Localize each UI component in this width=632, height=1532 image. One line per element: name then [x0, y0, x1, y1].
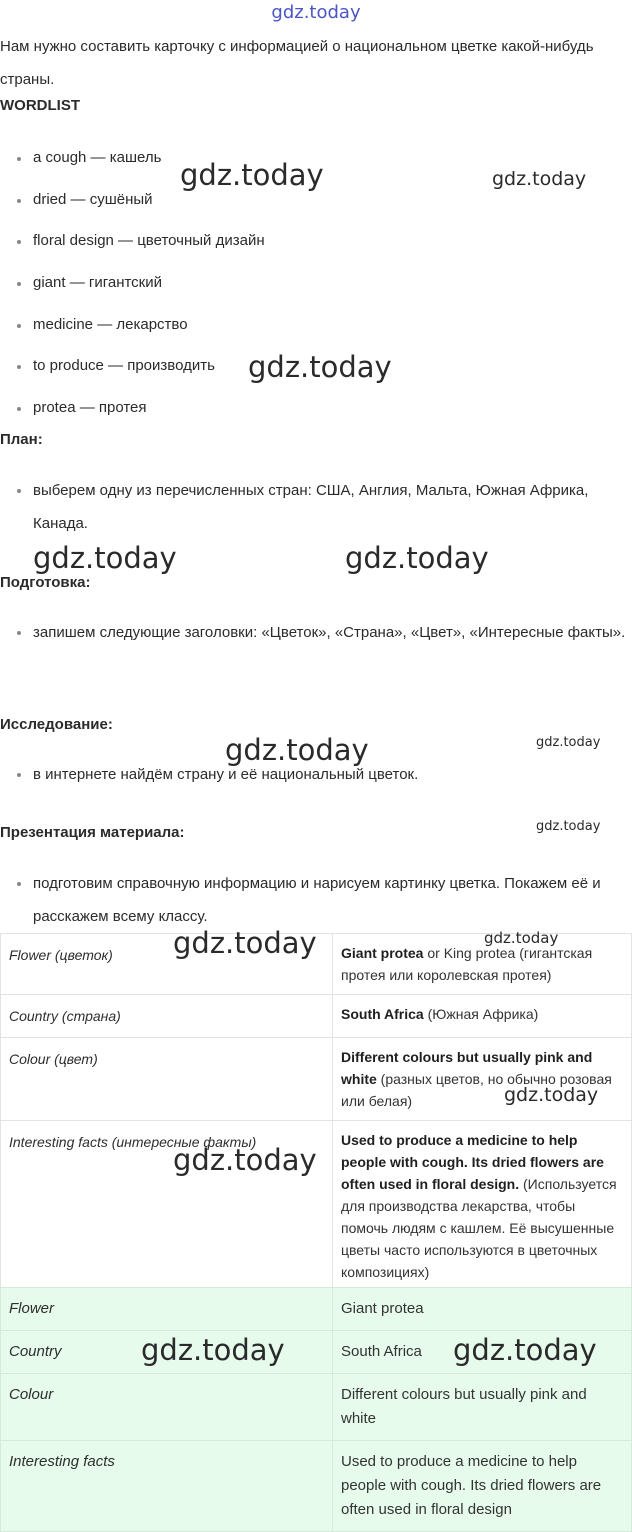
table-value: Used to produce a medicine to help people with cough. Its dried flowers are often used in floral design. (Используется для производства лекарства, чтобы помочь людям с кашлем. Её высушенные цветы часто используются в цветочных композициях)	[333, 1121, 632, 1292]
watermark: gdz.today	[504, 1084, 599, 1106]
list-item: to produce — производить	[0, 353, 632, 395]
table-value: Used to produce a medicine to help people with cough. Its dried flowers are often used in floral design	[333, 1441, 632, 1532]
list-item: protea — протея	[0, 395, 632, 437]
table-value: Different colours but usually pink and white (разных цветов, но обычно розовая или белая)	[333, 1038, 632, 1121]
watermark: gdz.today	[33, 541, 177, 575]
list-item: подготовим справочную информацию и нарисуем картинку цветка. Покажем её и расскажем всему классу.	[0, 867, 632, 933]
list-item: giant — гигантский	[0, 270, 632, 312]
research-list	[0, 758, 632, 791]
list-item: a cough — кашель	[0, 145, 632, 187]
presentation-heading: Презентация материала:	[0, 824, 185, 841]
list-item: dried — сушёный	[0, 187, 632, 229]
watermark: gdz.today	[173, 1143, 317, 1177]
site-logo[interactable]: gdz.today	[271, 2, 361, 23]
watermark: gdz.today	[180, 158, 324, 192]
table-key: Interesting facts	[1, 1441, 333, 1532]
watermark: gdz.today	[492, 168, 587, 190]
watermark: gdz.today	[248, 350, 392, 384]
list-item: выберем одну из перечисленных стран: США, Англия, Мальта, Южная Африка, Канада.	[0, 474, 632, 540]
info-table-ru	[0, 933, 632, 1292]
table-key: Interesting facts (интересные факты)	[1, 1121, 333, 1292]
wordlist-list	[0, 145, 632, 437]
table-key: Flower (цветок)	[1, 934, 333, 995]
table-row	[1, 1038, 632, 1121]
table-row	[1, 1374, 632, 1441]
watermark: gdz.today	[536, 819, 601, 834]
table-key: Colour	[1, 1374, 333, 1441]
table-value: Different colours but usually pink and white	[333, 1374, 632, 1441]
table-row	[1, 1441, 632, 1532]
table-row	[1, 1331, 632, 1374]
plan-heading: План:	[0, 431, 43, 448]
table-key: Flower	[1, 1288, 333, 1331]
research-heading: Исследование:	[0, 716, 113, 733]
table-row	[1, 1121, 632, 1292]
table-value: South Africa (Южная Африка)	[333, 995, 632, 1038]
watermark: gdz.today	[536, 735, 601, 750]
info-table-en	[0, 1287, 632, 1532]
table-key: Colour (цвет)	[1, 1038, 333, 1121]
table-key: Country	[1, 1331, 333, 1374]
watermark: gdz.today	[453, 1333, 597, 1367]
table-value: Giant protea or King protea (гигантская протея или королевская протея)	[333, 934, 632, 995]
presentation-list	[0, 867, 632, 933]
preparation-heading: Подготовка:	[0, 574, 91, 591]
table-row	[1, 995, 632, 1038]
table-row	[1, 934, 632, 995]
list-item: запишем следующие заголовки: «Цветок», «Страна», «Цвет», «Интересные факты».	[0, 616, 632, 649]
table-value: Giant protea	[333, 1288, 632, 1331]
list-item: medicine — лекарство	[0, 312, 632, 354]
watermark: gdz.today	[484, 929, 559, 947]
preparation-list	[0, 616, 632, 649]
watermark: gdz.today	[173, 926, 317, 960]
table-row	[1, 1288, 632, 1331]
table-key: Country (страна)	[1, 995, 333, 1038]
table-value: South Africa	[333, 1331, 632, 1374]
plan-list	[0, 474, 632, 540]
intro-text: Нам нужно составить карточку с информацией о национальном цветке какой-нибудь страны.	[0, 38, 594, 88]
wordlist-heading: WORDLIST	[0, 97, 80, 114]
list-item: floral design — цветочный дизайн	[0, 228, 632, 270]
watermark: gdz.today	[225, 733, 369, 767]
watermark: gdz.today	[141, 1333, 285, 1367]
watermark: gdz.today	[345, 541, 489, 575]
list-item: в интернете найдём страну и её национальный цветок.	[0, 758, 632, 791]
